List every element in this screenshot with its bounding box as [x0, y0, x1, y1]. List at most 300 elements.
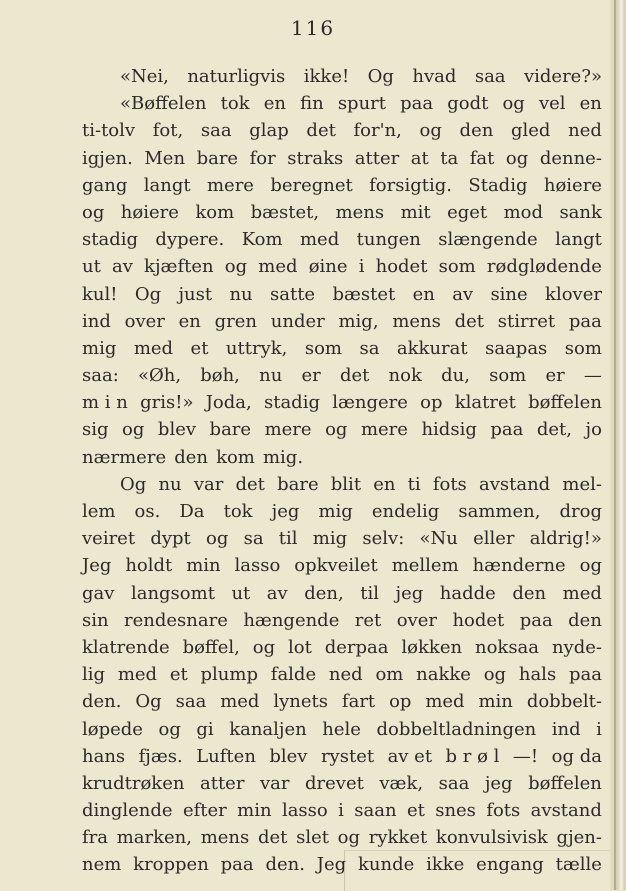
word: mere — [206, 174, 254, 196]
word: hadde — [439, 582, 496, 604]
word: klatrende — [82, 636, 170, 658]
text-line — [82, 253, 602, 280]
word: bæstet — [332, 283, 396, 305]
word: ta — [440, 147, 459, 169]
word: Men — [144, 147, 186, 169]
word: dobbelt- — [526, 691, 602, 713]
word: som — [489, 365, 527, 387]
word: kunde — [358, 854, 415, 876]
text-line — [82, 362, 602, 389]
word: min — [186, 555, 221, 577]
word: klover — [545, 283, 602, 305]
word: i — [596, 718, 602, 740]
word: langt — [143, 174, 191, 196]
word: med — [220, 691, 260, 713]
word: hængende — [243, 609, 340, 631]
word: ind — [551, 718, 581, 740]
word: snes — [435, 800, 476, 822]
word: som — [564, 337, 602, 359]
word: b r ø l — [445, 745, 500, 767]
word: og — [483, 664, 507, 686]
word: mens — [392, 310, 441, 332]
page-number: 116 — [290, 16, 336, 40]
word: med — [299, 229, 340, 251]
word: er — [545, 365, 565, 387]
word: selv: — [362, 528, 405, 550]
word: rødglødende — [486, 256, 602, 278]
word: av — [266, 582, 288, 604]
word: just — [178, 283, 213, 305]
word: den — [568, 609, 602, 631]
word: med — [562, 582, 602, 604]
word: sine — [490, 283, 528, 305]
word: avstand — [530, 800, 602, 822]
word: bøffelen — [528, 392, 602, 414]
text-line — [82, 525, 602, 552]
word: som — [438, 256, 476, 278]
word: hans — [82, 745, 126, 767]
text-line — [82, 308, 602, 335]
word: beregnet — [270, 174, 353, 196]
word: endelig — [371, 501, 440, 522]
word: dobbeltladningen — [376, 718, 537, 740]
word: nu — [158, 473, 182, 495]
word: bøh, — [200, 365, 240, 387]
word: nærmere — [82, 446, 167, 468]
word: over — [124, 310, 165, 332]
text-line — [82, 634, 602, 661]
word: ned — [568, 120, 602, 142]
word: et — [190, 337, 209, 359]
text-line — [82, 471, 602, 498]
word: klatret — [454, 392, 516, 414]
word: min — [478, 691, 513, 713]
word: saapas — [485, 337, 548, 359]
word: det — [257, 827, 288, 849]
text-line — [82, 552, 602, 579]
word: m i n — [82, 392, 128, 414]
word: Kom — [241, 229, 283, 251]
word: i — [358, 256, 365, 278]
word: Luften — [196, 745, 256, 767]
word: eller — [473, 528, 515, 550]
text-line — [82, 580, 602, 607]
word: lig — [82, 664, 106, 686]
word: og — [206, 528, 229, 550]
word: akkurat — [396, 337, 468, 359]
word: fjæs. — [138, 745, 183, 767]
word: fin — [300, 93, 324, 115]
word: blev — [269, 745, 308, 767]
word: mod — [503, 201, 543, 223]
word: for'n, — [353, 120, 402, 142]
word: stadig — [82, 229, 139, 251]
word: straks — [287, 147, 344, 169]
word: bare — [196, 147, 239, 169]
word: paa — [400, 93, 434, 115]
word: blit — [330, 473, 362, 495]
word: glap — [249, 120, 289, 142]
text-line — [82, 63, 602, 90]
word: av — [452, 283, 474, 305]
word: bøffelen — [528, 772, 602, 794]
text-line — [82, 688, 602, 715]
word: væk, — [379, 772, 424, 794]
word: hodet — [452, 609, 505, 631]
word: ut — [231, 582, 251, 604]
text-line — [82, 226, 602, 253]
word: saan — [354, 800, 397, 822]
word: kjæften — [144, 256, 214, 278]
word: Og — [135, 691, 162, 713]
word: ikke! — [303, 66, 350, 87]
word: nu — [259, 365, 283, 387]
word: og — [158, 718, 181, 740]
text-line — [82, 416, 602, 443]
word: Og — [120, 473, 147, 495]
word: høiere — [120, 201, 179, 223]
text-line — [82, 117, 602, 144]
word: denne- — [539, 147, 602, 169]
word: nakke — [416, 664, 471, 686]
word: dypere. — [155, 229, 225, 251]
word: ind — [82, 310, 111, 332]
word: en — [412, 283, 435, 305]
word: os. — [134, 501, 161, 522]
word: og — [82, 201, 105, 223]
word: nem — [82, 854, 122, 876]
word: blev — [157, 419, 197, 441]
word: dypt — [150, 528, 191, 550]
word: Og — [367, 66, 394, 87]
word: noksaa — [474, 636, 540, 658]
word: stadig — [263, 392, 320, 414]
word: bøffel, — [182, 636, 240, 658]
word: slængende — [438, 229, 538, 251]
word: tok — [223, 501, 253, 522]
text-line — [82, 172, 602, 199]
word: Da — [179, 501, 205, 522]
word: ti — [407, 473, 421, 495]
word: drevet — [305, 772, 364, 794]
word: tok — [220, 93, 250, 115]
word: «Bøffelen — [120, 93, 207, 115]
word: kroppen — [133, 854, 209, 876]
word: løpede — [82, 718, 143, 740]
page-edge — [610, 0, 626, 890]
word: det — [235, 473, 265, 495]
word: mig, — [338, 310, 379, 332]
word: saa — [438, 772, 470, 794]
word: fot, — [152, 120, 184, 142]
word: stirret — [497, 310, 556, 332]
text-line — [82, 281, 602, 308]
word: ret — [354, 609, 382, 631]
word: en — [579, 93, 602, 115]
text-line — [82, 716, 602, 743]
word: atter — [199, 772, 245, 794]
text-line — [82, 770, 602, 797]
word: den — [459, 120, 494, 142]
word: tungen — [356, 229, 421, 251]
word: gi — [196, 718, 214, 740]
word: løkken — [401, 636, 463, 658]
word: derpaa — [324, 636, 389, 658]
word: den. — [265, 854, 305, 876]
word: bare — [209, 419, 252, 441]
word: paa — [568, 310, 602, 332]
word: og da — [551, 745, 602, 767]
word: med — [258, 256, 298, 278]
word: krudtrøken — [82, 772, 185, 794]
word: du, — [441, 365, 470, 387]
word: efter — [182, 800, 227, 822]
word: op — [420, 392, 443, 414]
word: hele — [322, 718, 361, 740]
word: længere — [332, 392, 408, 414]
word: opkveilet — [294, 555, 378, 577]
text-line — [82, 199, 602, 226]
word: mellem — [391, 555, 459, 577]
word: aldrig!» — [529, 528, 602, 550]
word: videre?» — [523, 66, 602, 87]
word: Stadig — [468, 174, 528, 196]
text-line — [82, 607, 602, 634]
word: lem — [82, 501, 116, 522]
word: av — [111, 256, 133, 278]
word: det — [454, 310, 485, 332]
word: fra — [82, 827, 108, 849]
word: kul! — [82, 283, 118, 305]
word: og — [505, 147, 529, 169]
body-text — [82, 63, 602, 879]
text-line — [82, 797, 602, 824]
text-line — [82, 444, 602, 471]
word: falde — [270, 664, 317, 686]
word: naturligvis — [187, 66, 286, 87]
word: som — [304, 337, 342, 359]
word: Jeg — [82, 555, 112, 577]
word: jeg — [395, 582, 424, 604]
text-line — [82, 824, 602, 851]
word: jo — [585, 419, 602, 441]
word: mel- — [562, 473, 602, 495]
text-line — [82, 743, 602, 770]
word: konvulsivisk — [435, 827, 548, 849]
word: nyde- — [551, 636, 602, 658]
word: paa — [490, 419, 524, 441]
word: med — [425, 691, 465, 713]
word: øine — [308, 256, 348, 278]
word: eget — [447, 201, 488, 223]
word: til — [360, 582, 379, 604]
word: og — [224, 256, 248, 278]
word: lynets — [273, 691, 329, 713]
word: «Nei, — [120, 66, 169, 87]
word: og — [122, 419, 145, 441]
word: med — [117, 664, 158, 686]
word: holdt — [125, 555, 173, 577]
word: av et — [387, 745, 433, 767]
word: rendesnare — [124, 609, 228, 631]
word: nok — [388, 365, 422, 387]
word: godt — [447, 93, 489, 115]
word: gang — [82, 174, 128, 196]
word: drog — [559, 501, 602, 522]
word: marken, — [116, 827, 192, 849]
word: den, — [304, 582, 344, 604]
word: Jeg — [316, 854, 347, 876]
word: —! — [512, 745, 539, 767]
word: mig — [318, 501, 353, 522]
word: bæstet, — [250, 201, 320, 223]
word: langsomt — [130, 582, 215, 604]
text-line — [82, 851, 602, 878]
word: langt — [555, 229, 602, 251]
word: om — [375, 664, 404, 686]
word: sin — [82, 609, 109, 631]
word: paa — [220, 854, 254, 876]
word: kom — [195, 201, 235, 223]
word: lasso — [281, 800, 328, 822]
word: op — [389, 691, 412, 713]
word: ikke — [426, 854, 465, 876]
word: sa — [243, 528, 264, 550]
word: gled — [510, 120, 551, 142]
word: mig. — [262, 446, 304, 468]
word: vel — [538, 93, 566, 115]
word: mig — [312, 528, 348, 550]
word: fat — [469, 147, 495, 169]
word: hodet — [375, 256, 428, 278]
word: til — [278, 528, 298, 550]
word: gav — [82, 582, 115, 604]
text-line — [82, 90, 602, 117]
word: satte — [270, 283, 316, 305]
word: uttryk, — [225, 337, 288, 359]
word: rystet — [320, 745, 375, 767]
word: et — [406, 800, 425, 822]
word: paa — [568, 664, 602, 686]
word: gjen- — [556, 827, 602, 849]
word: gris!» — [140, 392, 194, 414]
text-line — [82, 498, 602, 525]
word: spurt — [337, 93, 387, 115]
word: saa — [175, 691, 207, 713]
word: mens — [200, 827, 250, 849]
word: det — [306, 120, 336, 142]
word: atter — [354, 147, 400, 169]
word: jeg — [271, 501, 300, 522]
word: sammen, — [458, 501, 541, 522]
word: lot — [288, 636, 312, 658]
word: «Nu — [419, 528, 458, 550]
word: mere — [264, 419, 312, 441]
word: dinglende — [82, 800, 173, 822]
word: paa — [519, 609, 553, 631]
word: og — [579, 555, 602, 577]
word: det, — [536, 419, 573, 441]
word: sank — [559, 201, 602, 223]
word: jeg — [484, 772, 513, 794]
word: med — [133, 337, 174, 359]
word: og — [252, 636, 276, 658]
word: fots — [432, 473, 467, 495]
word: fart — [341, 691, 376, 713]
word: igjen. — [82, 147, 133, 169]
word: engang — [476, 854, 544, 876]
word: over — [396, 609, 437, 631]
word: veiret — [82, 528, 136, 550]
word: en — [263, 93, 286, 115]
word: det — [339, 365, 370, 387]
word: og — [325, 419, 348, 441]
word: nu — [229, 283, 253, 305]
word: slet — [296, 827, 329, 849]
word: og — [502, 93, 525, 115]
text-line — [82, 335, 602, 362]
word: en — [373, 473, 396, 495]
word: i — [338, 800, 344, 822]
word: under — [270, 310, 325, 332]
word: saa — [200, 120, 232, 142]
word: mens — [335, 201, 385, 223]
word: en — [178, 310, 201, 332]
word: mere — [360, 419, 408, 441]
word: den — [512, 582, 547, 604]
word: saa: — [82, 365, 119, 387]
word: mit — [400, 201, 431, 223]
word: kom — [216, 446, 255, 468]
word: fots — [486, 800, 521, 822]
word: Joda, — [205, 392, 252, 414]
word: var — [259, 772, 290, 794]
word: plump — [200, 664, 258, 686]
word: hænderne — [472, 555, 566, 577]
word: hvad — [412, 66, 457, 87]
word: at — [410, 147, 429, 169]
word: saa — [474, 66, 506, 87]
word: høiere — [543, 174, 602, 196]
word: gren — [214, 310, 258, 332]
word: sig — [82, 419, 109, 441]
word: ut — [82, 256, 101, 278]
text-line — [82, 661, 602, 688]
word: kanaljen — [229, 718, 307, 740]
word: min — [237, 800, 272, 822]
word: ti-tolv — [82, 120, 136, 142]
word: avstand — [478, 473, 551, 495]
word: for — [249, 147, 276, 169]
word: den. — [82, 691, 122, 713]
word: hidsig — [421, 419, 477, 441]
word: den — [174, 446, 208, 468]
word: «Øh, — [137, 365, 182, 387]
word: — — [583, 365, 602, 387]
word: forsigtig. — [369, 174, 452, 196]
word: og — [419, 120, 442, 142]
word: var — [193, 473, 224, 495]
word: bare — [277, 473, 319, 495]
word: lasso — [234, 555, 281, 577]
text-line — [82, 145, 602, 172]
word: sa — [359, 337, 380, 359]
word: Og — [134, 283, 162, 305]
word: og — [337, 827, 361, 849]
word: ned — [328, 664, 363, 686]
word: er — [301, 365, 321, 387]
word: mig — [82, 337, 117, 359]
